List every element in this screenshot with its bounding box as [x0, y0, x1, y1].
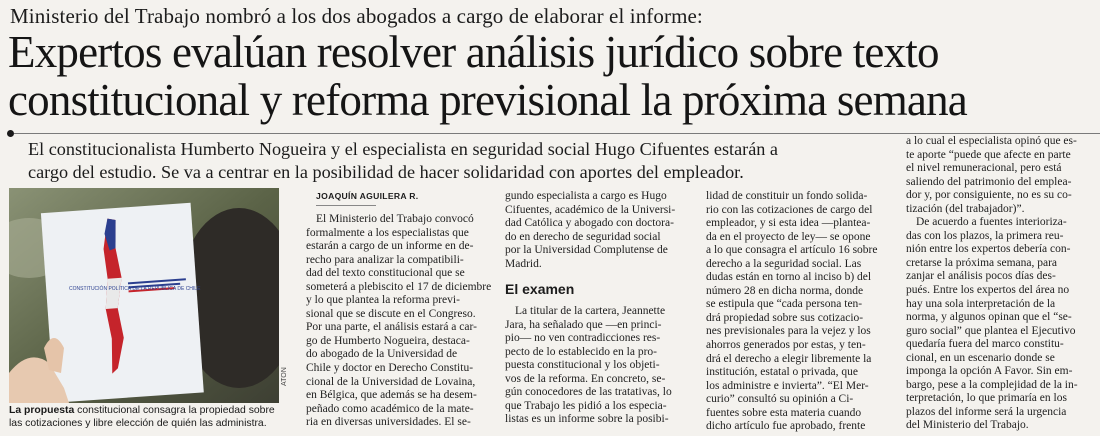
body-column-2-top	[505, 190, 691, 271]
text-line: quedaría fuera del marco constitu-	[906, 338, 1064, 351]
text-line: das con los plazos, la primera reu-	[906, 229, 1064, 242]
text-line: zanjar el análisis pocos días des-	[906, 270, 1056, 283]
headline-line-1: Expertos evalúan resolver análisis jurídico sobre texto	[8, 27, 939, 77]
text-line: se estipula que “cada persona ten-	[706, 298, 863, 311]
lead-paragraph	[28, 138, 888, 184]
text-line: fuentes sobre esta materia cuando	[706, 406, 862, 419]
text-line: dudas están en torno al inciso b) del	[706, 271, 872, 284]
body-column-3	[706, 190, 896, 434]
article-photo	[9, 188, 279, 403]
text-line: institución, estatal o privada, que	[706, 366, 859, 379]
text-line: los administre e invierta”. “El Mer-	[706, 379, 869, 392]
text-line: formalmente a los especialistas que	[306, 226, 469, 239]
text-line: peñado como académico de la mate-	[306, 402, 474, 415]
text-line: someterá a plebiscito el 17 de diciembre	[306, 280, 492, 293]
text-line: cional de la Universidad de Lovaina,	[306, 375, 476, 388]
text-line: nes previsionales para la vejez y los	[706, 325, 871, 338]
text-line: do abogado de la Universidad de	[306, 348, 458, 361]
text-line: curio” consultó su opinión a Ci-	[706, 393, 854, 406]
text-line: imponga la opción A Favor. Sin em-	[906, 365, 1073, 378]
divider-rule	[14, 133, 1100, 134]
byline-rule	[316, 205, 376, 206]
headline	[8, 28, 1098, 124]
text-line: El Ministerio del Trabajo convocó	[316, 213, 474, 225]
lead-line-2: cargo del estudio. Se va a centrar en la posibilidad de hacer solidaridad con aportes del empleador.	[28, 162, 744, 182]
text-line: lidad de constituir un fondo solida-	[706, 190, 868, 202]
caption-text: constitucional consagra la propiedad sobre las cotizaciones y libre elección de quién las administra.	[9, 405, 275, 429]
text-line: vos de la reforma. En concreto, se-	[505, 372, 666, 385]
text-line: da en el proyecto de ley— se opone	[706, 230, 871, 243]
bullet-dot	[7, 130, 14, 137]
text-line: dor y, por consiguiente, no es su co-	[906, 189, 1072, 202]
photo-caption	[9, 404, 283, 430]
text-line: estarán a cargo de un informe en de-	[306, 240, 474, 253]
text-line: Chile y doctor en Derecho Constitu-	[306, 362, 474, 375]
text-line: Por una parte, el análisis estará a car-	[306, 321, 477, 334]
text-line: gún conocedores de las tratativas, lo	[505, 386, 672, 399]
text-line: dad Católica y abogado con doctora-	[505, 217, 674, 230]
text-line: rio con las cotizaciones de cargo del	[706, 203, 873, 216]
booklet-text: CONSTITUCIÓN POLÍTICA DE LA REPÚBLICA DE CHILE	[69, 286, 201, 292]
text-line: tización (del trabajador)”.	[906, 202, 1025, 215]
text-line: ria en diversas universidades. El se-	[306, 416, 471, 429]
text-line: que Trabajo les pidió a los especia-	[505, 399, 667, 412]
text-line: el nivel remuneracional, pero está	[906, 162, 1062, 175]
text-line: número 28 en dicha norma, donde	[706, 284, 864, 297]
body-column-4	[906, 135, 1096, 433]
text-line: puesta constitucional y los objeti-	[505, 359, 660, 372]
text-line: nión entre los expertos debería con-	[906, 243, 1071, 256]
text-line: go de Humberto Nogueira, destaca-	[306, 334, 470, 347]
byline: JOAQUÍN AGUILERA R.	[316, 191, 419, 201]
text-line: do en derecho de seguridad social	[505, 230, 661, 243]
text-line: drá el derecho a elegir libremente la	[706, 352, 872, 365]
text-line: empleador, y si esta idea —plantea-	[706, 217, 871, 230]
text-line: norma, y algunos opinan que el “se-	[906, 311, 1072, 324]
text-line: dicho artículo fue aprobado, frente	[706, 420, 866, 433]
text-line: pués. Entre los expertos del área no	[906, 284, 1070, 297]
text-line: pecto de lo establecido en la pro-	[505, 345, 657, 358]
text-line: Madrid.	[505, 257, 542, 270]
text-line: listas es un informe sobre la posibi-	[505, 413, 669, 426]
text-line: dad del texto constitucional que se	[306, 267, 465, 280]
text-line: hay una sola interpretación de la	[906, 297, 1056, 310]
body-column-1	[306, 213, 492, 430]
text-line: gundo especialista a cargo es Hugo	[505, 190, 667, 202]
text-line: y lo que plantea la reforma previ-	[306, 294, 460, 307]
text-line: terpretación, lo que primaría en los	[906, 392, 1067, 405]
caption-bold: La propuesta	[9, 405, 75, 416]
text-line: La titular de la cartera, Jeannette	[515, 305, 666, 317]
text-line: a lo que consagra el artículo 16 sobre	[706, 244, 878, 257]
lead-line-1: El constitucionalista Humberto Nogueira y el especialista en seguridad social Hugo Cifuentes estarán a	[28, 139, 779, 159]
text-line: recho para analizar la compatibili-	[306, 253, 464, 266]
text-line: saliendo del patrimonio del emplea-	[906, 175, 1072, 188]
headline-line-2: constitucional y reforma previsional la próxima semana	[8, 75, 967, 125]
text-line: Cifuentes, académico de la Universi-	[505, 203, 676, 216]
photo-credit: ATON	[281, 367, 288, 386]
text-line: Jara, ha señalado que —en princi-	[505, 318, 662, 331]
text-line: plazos del informe será la urgencia	[906, 405, 1067, 418]
subhead: El examen	[505, 281, 575, 297]
text-line: drá propiedad sobre sus cotizacio-	[706, 311, 864, 324]
text-line: sional que se discute en el Congreso.	[306, 307, 476, 320]
text-line: guro social” que plantea el Ejecutivo	[906, 324, 1076, 337]
text-line: te aporte “puede que afecte en parte	[906, 148, 1071, 161]
text-line: bargo, pese a la complejidad de la in-	[906, 378, 1078, 391]
body-column-2-bottom	[505, 305, 691, 427]
text-line: en Bélgica, que además se ha desem-	[306, 389, 477, 402]
text-line: del Ministerio del Trabajo.	[906, 419, 1029, 432]
text-line: a lo cual el especialista opinó que es-	[906, 135, 1077, 147]
text-line: por la Universidad Complutense de	[505, 244, 668, 257]
kicker: Ministerio del Trabajo nombró a los dos abogados a cargo de elaborar el informe:	[10, 4, 703, 28]
text-line: cional, en un escenario donde se	[906, 351, 1055, 364]
text-line: derecho a la seguridad social. Las	[706, 257, 862, 270]
text-line: cretarse la próxima semana, para	[906, 256, 1058, 269]
text-line: pio— no ven contradicciones res-	[505, 332, 661, 345]
text-line: De acuerdo a fuentes interioriza-	[916, 216, 1067, 229]
text-line: ahorros generados por estas, y ten-	[706, 339, 866, 352]
